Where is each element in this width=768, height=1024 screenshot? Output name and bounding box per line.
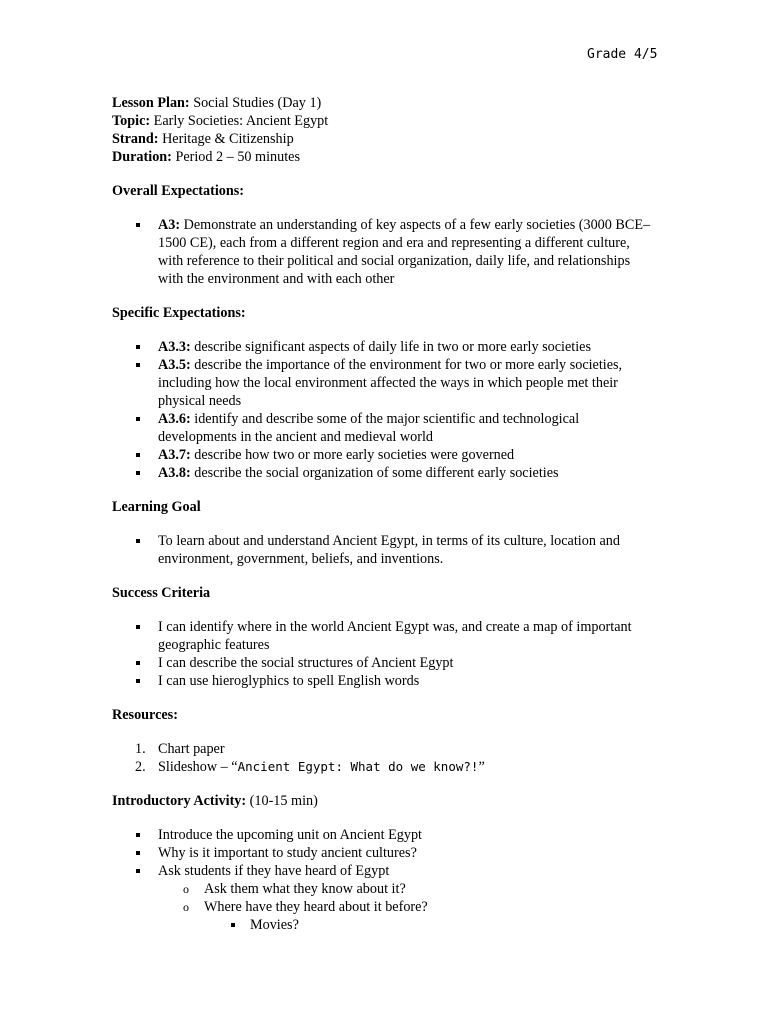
expectation-code: A3.6: (158, 411, 191, 427)
expectation-code: A3.8: (158, 465, 191, 481)
introductory-activity-duration: (10-15 min) (246, 793, 318, 809)
close-quote: ” (478, 759, 485, 775)
lesson-plan-line (112, 94, 657, 112)
list-item (112, 356, 657, 410)
topic-label: Topic: (112, 113, 151, 129)
expectation-code: A3: (158, 217, 181, 233)
expectation-text: identify and describe some of the major scientific and technological developments in the ancient and medieval world (158, 411, 580, 445)
expectation-text: describe the importance of the environment for two or more early societies, including how the local environment affected the ways in which people met their physical needs (158, 357, 623, 409)
expectation-code: A3.5: (158, 357, 191, 373)
resources-heading: Resources: (112, 707, 178, 723)
sub-list-item-text: Where have they heard about it before? (204, 899, 428, 915)
resource-text: Chart paper (158, 741, 225, 757)
resource-text: Slideshow – “ (158, 759, 238, 775)
learning-goal-heading: Learning Goal (112, 499, 201, 515)
list-item (112, 464, 657, 482)
list-item (112, 740, 657, 758)
duration-line (112, 148, 657, 166)
success-criteria-list (112, 618, 657, 690)
list-item (112, 216, 657, 288)
resources-list (112, 740, 657, 776)
list-item (112, 338, 657, 356)
strand-label: Strand: (112, 131, 159, 147)
sub-list (158, 880, 657, 934)
slideshow-title: Ancient Egypt: What do we know?! (237, 759, 479, 774)
strand-value: Heritage & Citizenship (158, 131, 294, 147)
list-item-text: Ask students if they have heard of Egypt (158, 863, 390, 879)
list-item (112, 446, 657, 464)
overall-expectations-list (112, 216, 657, 288)
expectation-text: Demonstrate an understanding of key aspects of a few early societies (3000 BCE–1500 CE), each from a different region and era and representing a different culture, with reference to their political and social organization, daily life, and relationships with the environment and with each other (158, 217, 651, 287)
overall-expectations-heading: Overall Expectations: (112, 183, 245, 199)
duration-value: Period 2 – 50 minutes (171, 149, 300, 165)
list-item (112, 758, 657, 776)
grade-label: Grade 4/5 (587, 47, 658, 62)
specific-expectations-list (112, 338, 657, 482)
expectation-code: A3.7: (158, 447, 191, 463)
introductory-activity-list (112, 826, 657, 934)
list-item (112, 410, 657, 446)
specific-expectations-heading: Specific Expectations: (112, 305, 246, 321)
learning-goal-list (112, 532, 657, 568)
duration-label: Duration: (112, 149, 172, 165)
list-item: I can use hieroglyphics to spell English words (112, 672, 657, 690)
list-number: 2. (135, 759, 146, 775)
list-number: 1. (135, 741, 146, 757)
topic-line (112, 112, 657, 130)
lesson-plan-body (112, 94, 657, 934)
strand-line (112, 130, 657, 148)
list-item: Introduce the upcoming unit on Ancient Egypt (112, 826, 657, 844)
list-item: I can describe the social structures of Ancient Egypt (112, 654, 657, 672)
sub-list-item: o Ask them what they know about it? (158, 880, 657, 898)
introductory-activity-line (112, 792, 657, 810)
list-item: Why is it important to study ancient cultures? (112, 844, 657, 862)
sub-sub-list (204, 916, 657, 934)
sub-sub-list-item: Movies? (204, 916, 657, 934)
expectation-text: describe significant aspects of daily life in two or more early societies (190, 339, 591, 355)
lesson-plan-value: Social Studies (Day 1) (189, 95, 322, 111)
expectation-text: describe how two or more early societies were governed (190, 447, 515, 463)
topic-value: Early Societies: Ancient Egypt (150, 113, 329, 129)
lesson-plan-label: Lesson Plan: (112, 95, 190, 111)
success-criteria-heading: Success Criteria (112, 585, 211, 601)
sub-list-item (158, 898, 657, 934)
expectation-code: A3.3: (158, 339, 191, 355)
list-item (112, 862, 657, 934)
list-item: To learn about and understand Ancient Egypt, in terms of its culture, location and environment, government, beliefs, and inventions. (112, 532, 657, 568)
expectation-text: describe the social organization of some different early societies (190, 465, 559, 481)
list-item: I can identify where in the world Ancient Egypt was, and create a map of important geographic features (112, 618, 657, 654)
introductory-activity-heading: Introductory Activity: (112, 793, 247, 809)
